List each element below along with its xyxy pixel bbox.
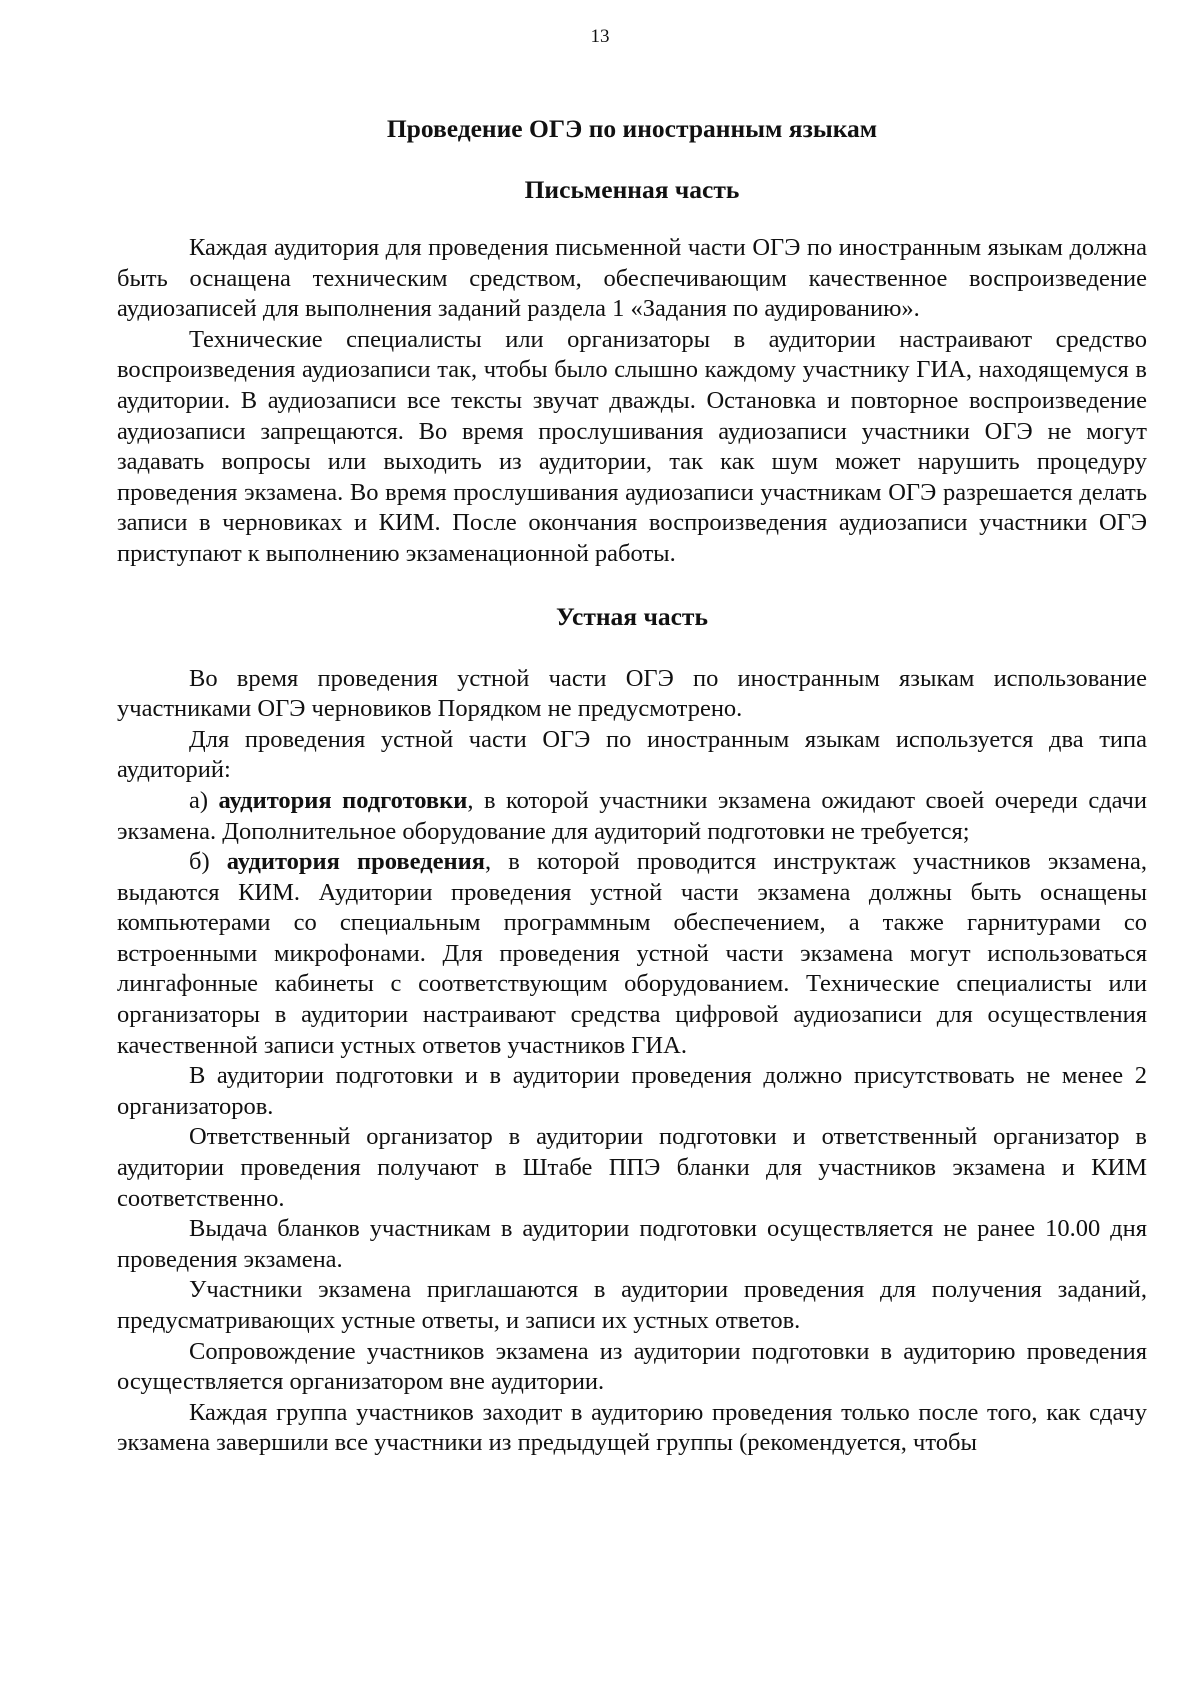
- list-item-b-text: , в которой проводится инструктаж участников экзамена, выдаются КИМ. Аудитории проведения устной части экзамена должны быть оснащены компьютерами со специальным программным обеспечением, а также гарнитурами со встроенными микрофонами. Для проведения устной части экзамена могут использоваться лингафонные кабинеты с соответствующим оборудованием. Технические специалисты или организаторы в аудитории настраивают средства цифровой аудиозаписи для осуществления качественной записи устных ответов участников ГИА.: [117, 848, 1147, 1059]
- paragraph-oral-6: Участники экзамена приглашаются в аудитории проведения для получения заданий, предусматривающих устные ответы, и записи их устных ответов.: [117, 1276, 1147, 1334]
- section-oral: [117, 664, 1147, 1459]
- document-body: [117, 110, 1147, 1459]
- paragraph-oral-4: Ответственный организатор в аудитории подготовки и ответственный организатор в аудитории проведения получают в Штабе ППЭ бланки для участников экзамена и КИМ соответственно.: [117, 1123, 1147, 1212]
- list-item-b-prefix: б): [189, 848, 227, 876]
- paragraph-oral-5: Выдача бланков участникам в аудитории подготовки осуществляется не ранее 10.00 дня проведения экзамена.: [117, 1215, 1147, 1273]
- paragraph-oral-1: Во время проведения устной части ОГЭ по иностранным языкам использование участниками ОГЭ черновиков Порядком не предусмотрено.: [117, 664, 1147, 723]
- paragraph-oral-7: Сопровождение участников экзамена из аудитории подготовки в аудиторию проведения осуществляется организатором вне аудитории.: [117, 1337, 1147, 1396]
- paragraph-oral-3: В аудитории подготовки и в аудитории проведения должно присутствовать не менее 2 организаторов.: [117, 1062, 1147, 1120]
- page-title: Проведение ОГЭ по иностранным языкам: [386, 114, 878, 143]
- list-item-a-term: аудитория подготовки: [218, 786, 468, 814]
- list-item-a-prefix: а): [189, 786, 219, 814]
- list-item-b-term: аудитория проведения: [226, 848, 485, 876]
- list-item-a-text: , в которой участники экзамена ожидают своей очереди сдачи экзамена. Дополнительное оборудование для аудиторий подготовки не требуется;: [117, 786, 1147, 845]
- paragraph-oral-2: Для проведения устной части ОГЭ по иностранным языкам используется два типа аудиторий:: [117, 725, 1147, 784]
- list-item-b: [117, 847, 1147, 1061]
- paragraph-written-1: Каждая аудитория для проведения письменной части ОГЭ по иностранным языкам должна быть оснащена техническим средством, обеспечивающим качественное воспроизведение аудиозаписей для выполнения заданий раздела 1 «Задания по аудированию».: [117, 234, 1147, 323]
- section-heading-oral: Устная часть: [556, 601, 708, 631]
- paragraph-oral-8: Каждая группа участников заходит в аудиторию проведения только после того, как сдачу экзамена завершили все участники из предыдущей группы (рекомендуется, чтобы: [117, 1398, 1147, 1457]
- section-written: [117, 233, 1147, 570]
- page-number: 13: [590, 26, 610, 47]
- list-item-a: [117, 786, 1147, 847]
- section-heading-written: Письменная часть: [524, 175, 740, 204]
- paragraph-written-2: Технические специалисты или организаторы в аудитории настраивают средство воспроизведения аудиозаписи так, чтобы было слышно каждому участнику ГИА, находящемуся в аудитории. В аудиозаписи все тексты звучат дважды. Остановка и повторное воспроизведение аудиозаписи запрещаются. Во время прослушивания аудиозаписи участники ОГЭ не могут задавать вопросы или выходить из аудитории, так как шум может нарушить процедуру проведения экзамена. Во время прослушивания аудиозаписи участникам ОГЭ разрешается делать записи в черновиках и КИМ. После окончания воспроизведения аудиозаписи участники ОГЭ приступают к выполнению экзаменационной работы.: [117, 325, 1147, 567]
